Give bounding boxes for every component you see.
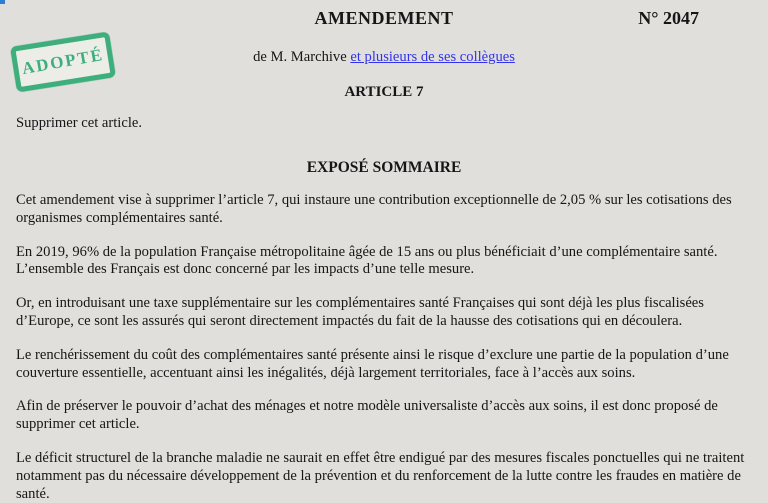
article-heading: ARTICLE 7	[344, 84, 424, 100]
summary-paragraph: Or, en introduisant une taxe supplémentaire sur les complémentaires santé Françaises qui sont déjà les plus fiscalisées d’Europe, ce sont les assurés qui seront directement impactés du fait de la hausse des cotisations qui en découlera.	[16, 295, 704, 329]
summary-paragraph: En 2019, 96% de la population Française métropolitaine âgée de 15 ans ou plus bénéficiait d’une complémentaire santé. L’ensemble des Français est donc concerné par les impacts d’une telle mesure.	[16, 243, 718, 278]
summary-paragraph: Le renchérissement du coût des complémentaires santé présente ainsi le risque d’exclure une partie de la population d’une couverture essentielle, accentuant ainsi les inégalités, déjà largement territoriales, face à l’accès aux soins.	[16, 346, 729, 381]
adopted-stamp-label: ADOPTÉ	[20, 44, 106, 79]
screen-corner-artifact	[0, 0, 5, 4]
byline	[16, 49, 752, 66]
summary-paragraphs	[16, 192, 752, 503]
summary-heading: EXPOSÉ SOMMAIRE	[306, 159, 462, 176]
summary-paragraph: Afin de préserver le pouvoir d’achat des ménages et notre modèle universaliste d’accès aux soins, il est donc proposé de supprimer cet article.	[16, 398, 718, 433]
byline-author: de M. Marchive	[253, 49, 351, 65]
summary-paragraph: Le déficit structurel de la branche maladie ne saurait en effet être endigué par des mesures fiscales ponctuelles qui ne traitent notamment pas du nécessaire développement de la prévention et du renforcement de la lutte contre les fraudes en matière de santé.	[16, 449, 745, 502]
cosigners-link[interactable]: et plusieurs de ses collègues	[350, 49, 515, 65]
document-header	[16, 0, 752, 32]
summary-paragraph: Cet amendement vise à supprimer l’article 7, qui instaure une contribution exceptionnelle de 2,05 % sur les cotisations des organismes complémentaires santé.	[16, 192, 732, 226]
amendment-number: N° 2047	[638, 8, 699, 28]
article-body-text: Supprimer cet article.	[16, 115, 143, 131]
document-title: AMENDEMENT	[314, 8, 454, 28]
